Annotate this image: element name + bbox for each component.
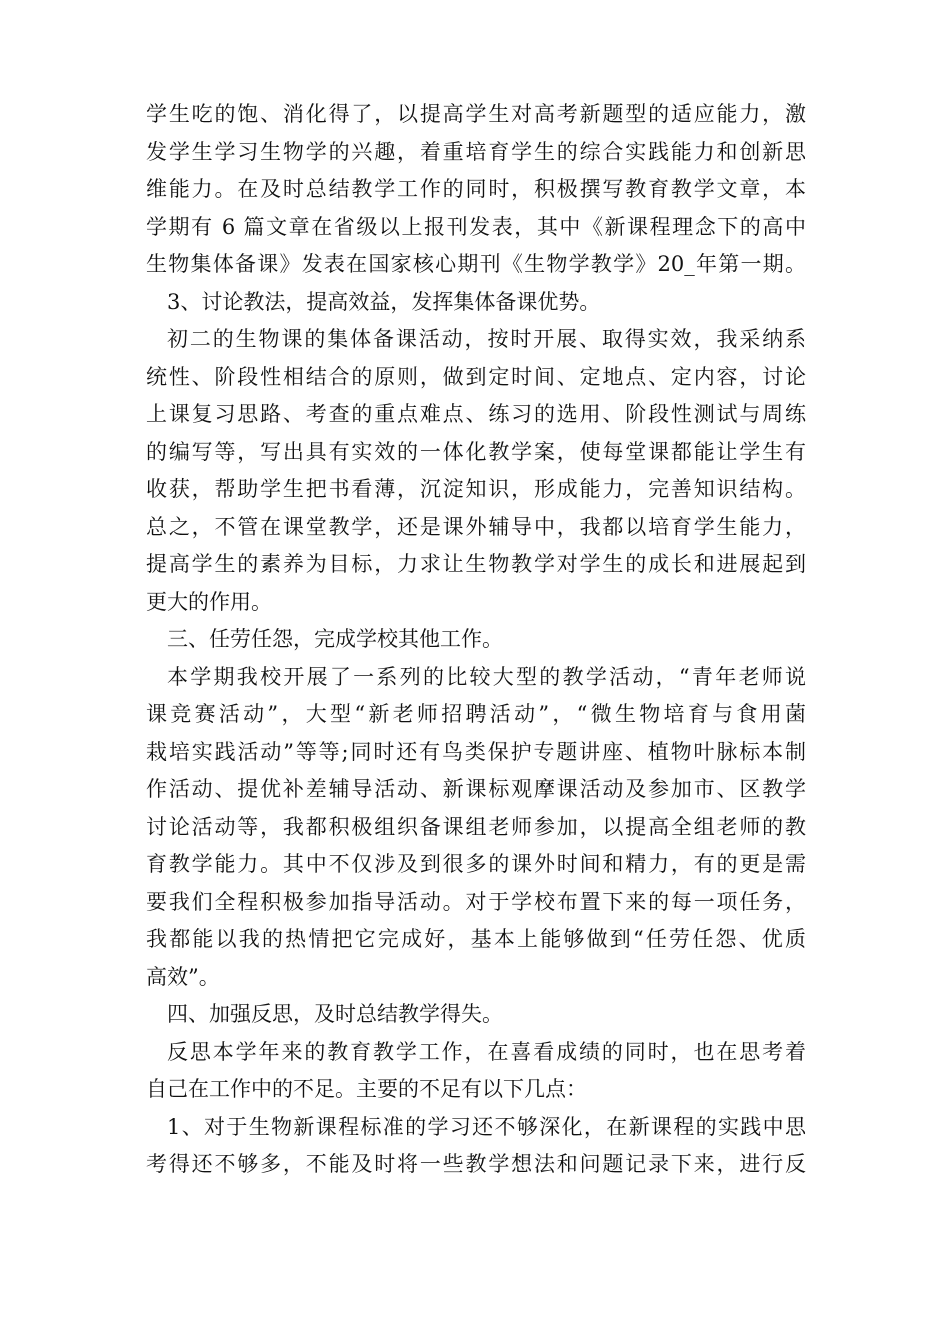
text-line: 收获，帮助学生把书看薄，沉淀知识，形成能力，完善知识结构。: [146, 477, 806, 501]
text-line: 统性、阶段性相结合的原则，做到定时间、定地点、定内容，讨论: [146, 364, 806, 389]
text-line: 1、对于生物新课程标准的学习还不够深化，在新课程的实践中思: [167, 1114, 806, 1139]
text-line: 栽培实践活动”等等;同时还有鸟类保护专题讲座、植物叶脉标本制: [146, 739, 806, 764]
text-line: 上课复习思路、考查的重点难点、练习的选用、阶段性测试与周练: [146, 402, 806, 426]
text-line: 学期有 6 篇文章在省级以上报刊发表，其中《新课程理念下的高中: [146, 214, 806, 239]
text-line: 反思本学年来的教育教学工作，在喜看成绩的同时，也在思考着: [167, 1039, 806, 1064]
text-line: 生物集体备课》发表在国家核心期刊《生物学教学》20_年第一期。: [146, 252, 806, 276]
text-line: 我都能以我的热情把它完成好，基本上能够做到“任劳任怨、优质: [146, 927, 806, 951]
text-line: 课竞赛活动”，大型“新老师招聘活动”，“微生物培育与食用菌: [146, 702, 806, 726]
text-line: 作活动、提优补差辅导活动、新课标观摩课活动及参加市、区教学: [146, 777, 806, 801]
text-line: 更大的作用。: [146, 589, 272, 614]
text-line: 学生吃的饱、消化得了，以提高学生对高考新题型的适应能力，激: [146, 102, 806, 126]
text-line: 讨论活动等，我都积极组织备课组老师参加，以提高全组老师的教: [146, 814, 806, 839]
text-line: 的编写等，写出具有实效的一体化教学案，使每堂课都能让学生有: [146, 439, 806, 464]
text-line: 要我们全程积极参加指导活动。对于学校布置下来的每一项任务，: [146, 889, 806, 914]
text-line: 自己在工作中的不足。主要的不足有以下几点：: [146, 1077, 587, 1101]
text-line: 本学期我校开展了一系列的比较大型的教学活动，“青年老师说: [167, 664, 806, 689]
text-line: 发学生学习生物学的兴趣，着重培育学生的综合实践能力和创新思: [146, 139, 806, 164]
text-line: 初二的生物课的集体备课活动，按时开展、取得实效，我采纳系: [167, 327, 806, 351]
text-line: 育教学能力。其中不仅涉及到很多的课外时间和精力，有的更是需: [146, 852, 806, 876]
text-line: 高效”。: [146, 964, 220, 989]
document-body: [146, 96, 806, 1184]
text-line: 维能力。在及时总结教学工作的同时，积极撰写教育教学文章，本: [146, 177, 806, 201]
text-line: 3、讨论教法，提高效益，发挥集体备课优势。: [167, 289, 601, 314]
text-line: 考得还不够多，不能及时将一些教学想法和问题记录下来，进行反: [146, 1152, 806, 1176]
text-line: 提高学生的素养为目标，力求让生物教学对学生的成长和进展起到: [146, 552, 806, 576]
text-line: 总之，不管在课堂教学，还是课外辅导中，我都以培育学生能力，: [146, 514, 806, 539]
text-line: 四、加强反思，及时总结教学得失。: [167, 1002, 503, 1026]
text-line: 三、任劳任怨，完成学校其他工作。: [167, 627, 503, 651]
